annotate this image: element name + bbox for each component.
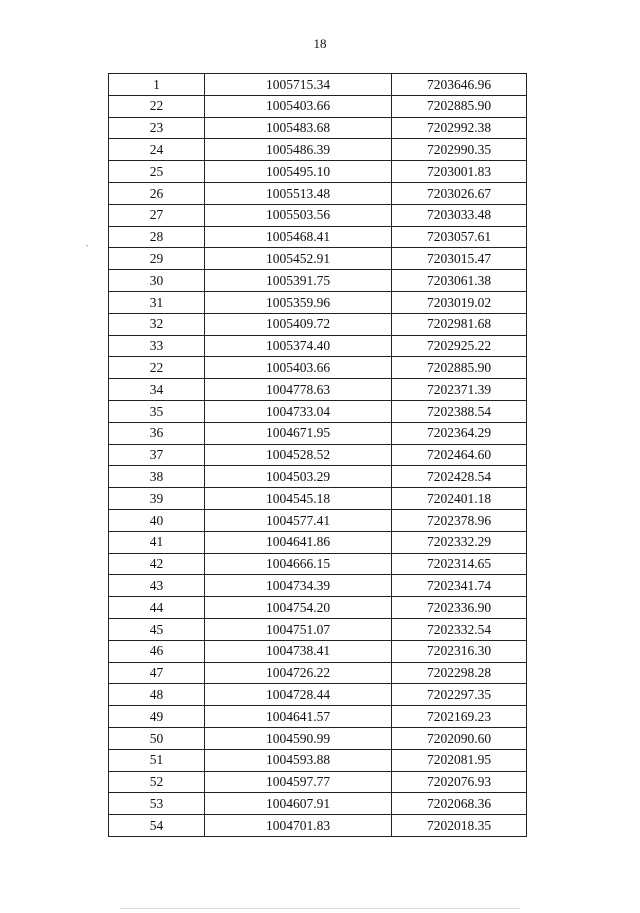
x-coordinate-cell: 1004528.52 [205, 444, 392, 466]
x-coordinate-cell: 1005452.91 [205, 248, 392, 270]
y-coordinate-cell: 7202885.90 [392, 357, 527, 379]
y-coordinate-cell: 7203057.61 [392, 226, 527, 248]
table-row [109, 379, 527, 401]
y-coordinate-cell: 7202371.39 [392, 379, 527, 401]
point-number-cell: 53 [109, 793, 205, 815]
table-row [109, 444, 527, 466]
x-coordinate-cell: 1004593.88 [205, 749, 392, 771]
point-number-cell: 34 [109, 379, 205, 401]
x-coordinate-cell: 1004726.22 [205, 662, 392, 684]
y-coordinate-cell: 7203646.96 [392, 74, 527, 96]
table-row [109, 727, 527, 749]
point-number-cell: 32 [109, 313, 205, 335]
point-number-cell: 40 [109, 509, 205, 531]
point-number-cell: 45 [109, 618, 205, 640]
point-number-cell: 37 [109, 444, 205, 466]
y-coordinate-cell: 7202885.90 [392, 95, 527, 117]
table-row [109, 618, 527, 640]
y-coordinate-cell: 7202316.30 [392, 640, 527, 662]
x-coordinate-cell: 1005391.75 [205, 270, 392, 292]
point-number-cell: 27 [109, 204, 205, 226]
point-number-cell: 49 [109, 706, 205, 728]
point-number-cell: 54 [109, 815, 205, 837]
point-number-cell: 46 [109, 640, 205, 662]
y-coordinate-cell: 7202428.54 [392, 466, 527, 488]
y-coordinate-cell: 7203033.48 [392, 204, 527, 226]
y-coordinate-cell: 7202341.74 [392, 575, 527, 597]
x-coordinate-cell: 1004597.77 [205, 771, 392, 793]
point-number-cell: 29 [109, 248, 205, 270]
x-coordinate-cell: 1004701.83 [205, 815, 392, 837]
x-coordinate-cell: 1005513.48 [205, 182, 392, 204]
table-row [109, 74, 527, 96]
x-coordinate-cell: 1004671.95 [205, 422, 392, 444]
table-row [109, 357, 527, 379]
y-coordinate-cell: 7202401.18 [392, 488, 527, 510]
point-number-cell: 31 [109, 291, 205, 313]
x-coordinate-cell: 1004734.39 [205, 575, 392, 597]
y-coordinate-cell: 7202332.54 [392, 618, 527, 640]
point-number-cell: 1 [109, 74, 205, 96]
y-coordinate-cell: 7202298.28 [392, 662, 527, 684]
table-row [109, 291, 527, 313]
table-row [109, 204, 527, 226]
table-row [109, 248, 527, 270]
table-row [109, 531, 527, 553]
table-row [109, 684, 527, 706]
y-coordinate-cell: 7202068.36 [392, 793, 527, 815]
y-coordinate-cell: 7202990.35 [392, 139, 527, 161]
y-coordinate-cell: 7202378.96 [392, 509, 527, 531]
point-number-cell: 39 [109, 488, 205, 510]
table-row [109, 422, 527, 444]
point-number-cell: 30 [109, 270, 205, 292]
point-number-cell: 48 [109, 684, 205, 706]
y-coordinate-cell: 7202464.60 [392, 444, 527, 466]
y-coordinate-cell: 7202081.95 [392, 749, 527, 771]
y-coordinate-cell: 7203061.38 [392, 270, 527, 292]
x-coordinate-cell: 1004728.44 [205, 684, 392, 706]
point-number-cell: 52 [109, 771, 205, 793]
point-number-cell: 28 [109, 226, 205, 248]
table-row [109, 182, 527, 204]
x-coordinate-cell: 1005715.34 [205, 74, 392, 96]
table-row [109, 662, 527, 684]
table-row [109, 161, 527, 183]
table-row [109, 139, 527, 161]
table-row [109, 793, 527, 815]
table-row [109, 270, 527, 292]
table-row [109, 117, 527, 139]
x-coordinate-cell: 1004751.07 [205, 618, 392, 640]
point-number-cell: 44 [109, 597, 205, 619]
point-number-cell: 41 [109, 531, 205, 553]
y-coordinate-cell: 7202076.93 [392, 771, 527, 793]
x-coordinate-cell: 1005403.66 [205, 357, 392, 379]
table-row [109, 335, 527, 357]
x-coordinate-cell: 1005359.96 [205, 291, 392, 313]
point-number-cell: 50 [109, 727, 205, 749]
x-coordinate-cell: 1004503.29 [205, 466, 392, 488]
coordinates-table [108, 73, 527, 837]
table-row [109, 815, 527, 837]
x-coordinate-cell: 1004545.18 [205, 488, 392, 510]
table-row [109, 95, 527, 117]
point-number-cell: 22 [109, 95, 205, 117]
table-row [109, 466, 527, 488]
table-row [109, 553, 527, 575]
y-coordinate-cell: 7203026.67 [392, 182, 527, 204]
x-coordinate-cell: 1005403.66 [205, 95, 392, 117]
point-number-cell: 33 [109, 335, 205, 357]
x-coordinate-cell: 1005374.40 [205, 335, 392, 357]
point-number-cell: 38 [109, 466, 205, 488]
y-coordinate-cell: 7202018.35 [392, 815, 527, 837]
x-coordinate-cell: 1004666.15 [205, 553, 392, 575]
x-coordinate-cell: 1005483.68 [205, 117, 392, 139]
table-row [109, 640, 527, 662]
y-coordinate-cell: 7202981.68 [392, 313, 527, 335]
table-row [109, 488, 527, 510]
y-coordinate-cell: 7202090.60 [392, 727, 527, 749]
y-coordinate-cell: 7202336.90 [392, 597, 527, 619]
y-coordinate-cell: 7202992.38 [392, 117, 527, 139]
table-row [109, 226, 527, 248]
x-coordinate-cell: 1004754.20 [205, 597, 392, 619]
point-number-cell: 36 [109, 422, 205, 444]
x-coordinate-cell: 1005468.41 [205, 226, 392, 248]
coordinates-table-body [109, 74, 527, 837]
table-row [109, 509, 527, 531]
page-number: 18 [313, 36, 327, 51]
table-row [109, 597, 527, 619]
y-coordinate-cell: 7202332.29 [392, 531, 527, 553]
y-coordinate-cell: 7202297.35 [392, 684, 527, 706]
x-coordinate-cell: 1005486.39 [205, 139, 392, 161]
x-coordinate-cell: 1005409.72 [205, 313, 392, 335]
point-number-cell: 23 [109, 117, 205, 139]
table-row [109, 749, 527, 771]
x-coordinate-cell: 1004590.99 [205, 727, 392, 749]
table-row [109, 706, 527, 728]
x-coordinate-cell: 1004733.04 [205, 400, 392, 422]
point-number-cell: 43 [109, 575, 205, 597]
y-coordinate-cell: 7202169.23 [392, 706, 527, 728]
x-coordinate-cell: 1004778.63 [205, 379, 392, 401]
point-number-cell: 26 [109, 182, 205, 204]
point-number-cell: 47 [109, 662, 205, 684]
x-coordinate-cell: 1004607.91 [205, 793, 392, 815]
y-coordinate-cell: 7202925.22 [392, 335, 527, 357]
x-coordinate-cell: 1004577.41 [205, 509, 392, 531]
scan-speck: • [86, 244, 89, 250]
table-row [109, 313, 527, 335]
table-row [109, 575, 527, 597]
table-row [109, 771, 527, 793]
x-coordinate-cell: 1004738.41 [205, 640, 392, 662]
x-coordinate-cell: 1004641.57 [205, 706, 392, 728]
point-number-cell: 51 [109, 749, 205, 771]
x-coordinate-cell: 1005503.56 [205, 204, 392, 226]
point-number-cell: 42 [109, 553, 205, 575]
y-coordinate-cell: 7203015.47 [392, 248, 527, 270]
y-coordinate-cell: 7203001.83 [392, 161, 527, 183]
y-coordinate-cell: 7202388.54 [392, 400, 527, 422]
y-coordinate-cell: 7203019.02 [392, 291, 527, 313]
table-row [109, 400, 527, 422]
point-number-cell: 24 [109, 139, 205, 161]
scan-edge-line [120, 908, 520, 909]
y-coordinate-cell: 7202314.65 [392, 553, 527, 575]
x-coordinate-cell: 1005495.10 [205, 161, 392, 183]
y-coordinate-cell: 7202364.29 [392, 422, 527, 444]
point-number-cell: 25 [109, 161, 205, 183]
point-number-cell: 22 [109, 357, 205, 379]
point-number-cell: 35 [109, 400, 205, 422]
x-coordinate-cell: 1004641.86 [205, 531, 392, 553]
